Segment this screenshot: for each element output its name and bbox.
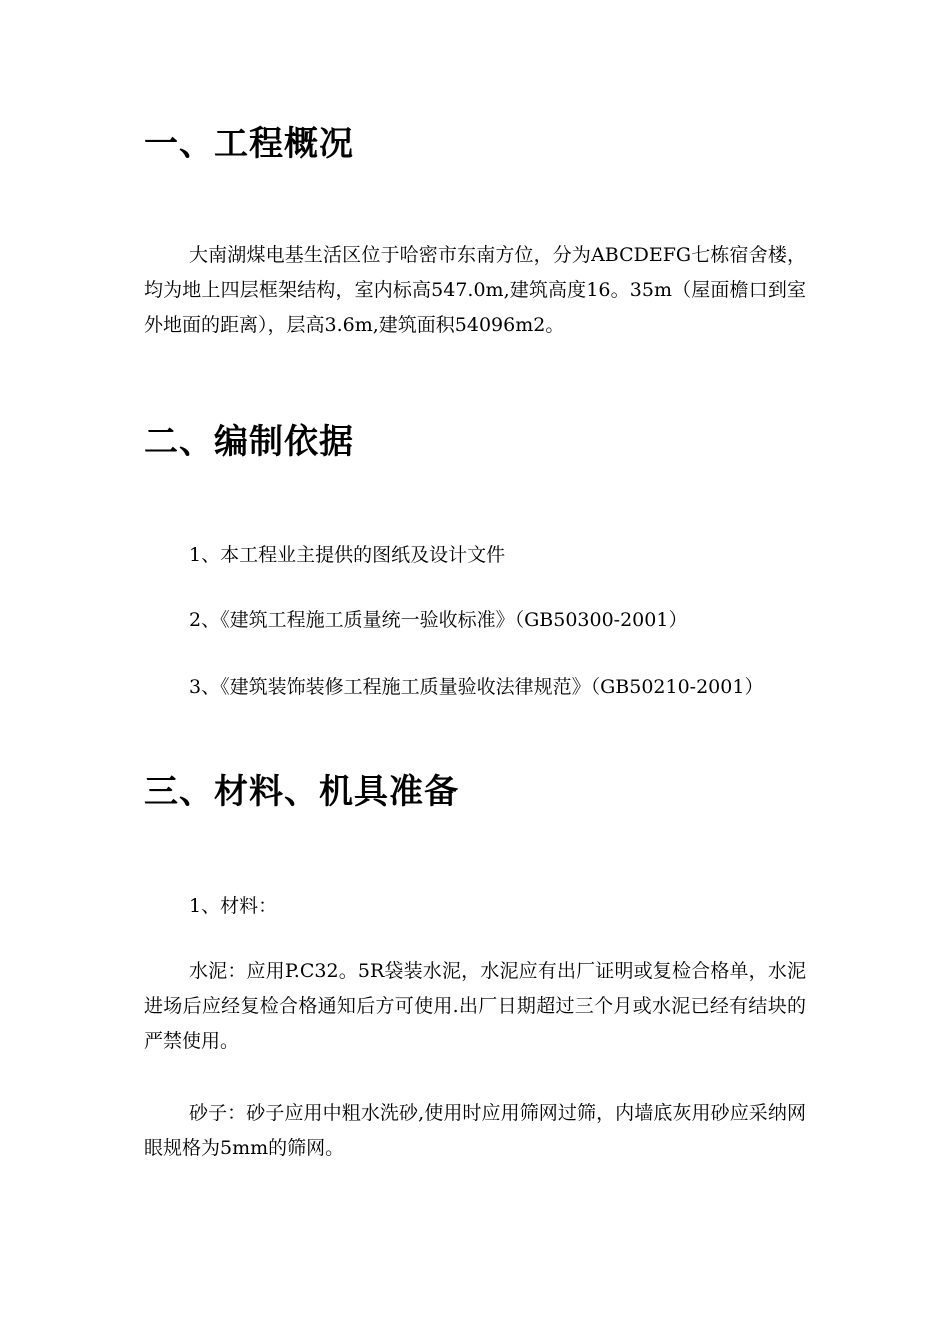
sand-paragraph: 砂子：砂子应用中粗水洗砂,使用时应用筛网过筛，内墙底灰用砂应采纳网眼规格为5mm的筛网。 <box>144 1102 806 1159</box>
section-heading-overview: 一、工程概况 <box>144 124 354 164</box>
basis-item-1: 1、本工程业主提供的图纸及设计文件 <box>189 544 506 566</box>
materials-label: 1、材料： <box>189 895 278 917</box>
overview-paragraph: 大南湖煤电基生活区位于哈密市东南方位，分为ABCDEFG七栋宿舍楼，均为地上四层框架结构，室内标高547.0m,建筑高度16。35m（屋面檐口到室外地面的距离），层高3.6m,建筑面积54096m2。 <box>144 244 806 336</box>
cement-paragraph: 水泥：应用P.C32。5R袋装水泥，水泥应有出厂证明或复检合格单，水泥进场后应经复检合格通知后方可使用.出厂日期超过三个月或水泥已经有结块的严禁使用。 <box>144 960 806 1052</box>
section-heading-basis: 二、编制依据 <box>144 422 354 462</box>
section-heading-materials: 三、材料、机具准备 <box>144 772 459 812</box>
basis-item-2: 2、《建筑工程施工质量统一验收标准》（GB50300-2001） <box>189 609 688 631</box>
basis-item-3: 3、《建筑装饰装修工程施工质量验收法律规范》（GB50210-2001） <box>189 676 764 698</box>
